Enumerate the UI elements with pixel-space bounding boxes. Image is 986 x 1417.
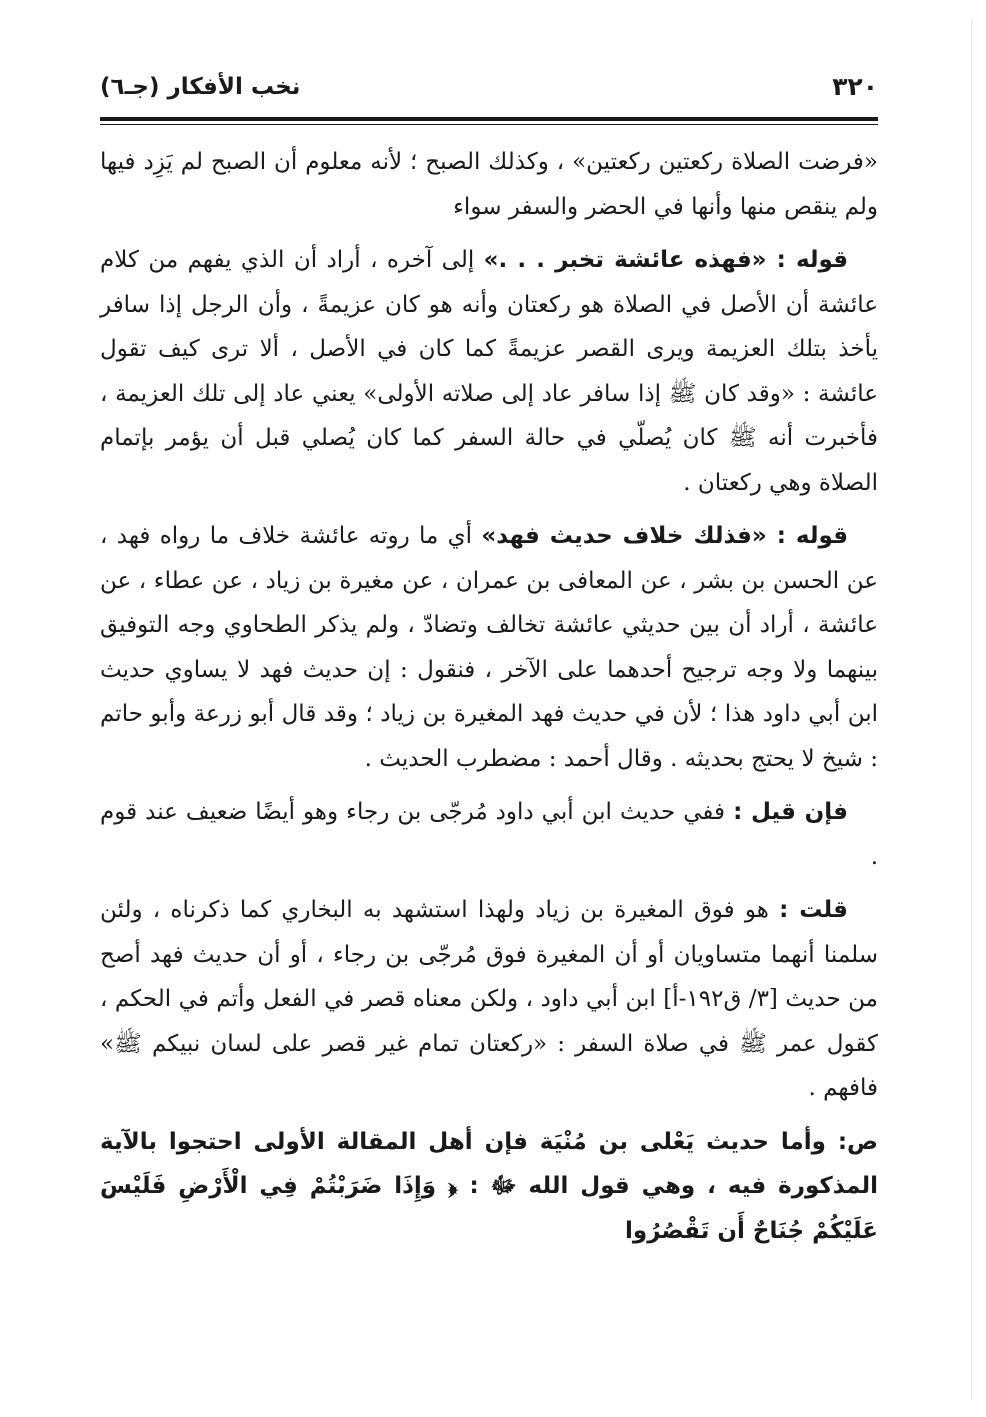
paragraph-3 (100, 514, 878, 781)
paragraph-2-text: إلى آخره ، أراد أن الذي يفهم من كلام عائشة أن الأصل في الصلاة هو ركعتان وأنه هو كان عزيمةً ، وأن الرجل إذا سافر يأخذ بتلك العزيمة ويرى القصر عزيمةً كما كان في الأصل ، ألا ترى كيف تقول عائشة : «وقد كان ﷺ إذا سافر عاد إلى صلاته الأولى» يعني عاد إلى تلك العزيمة ، فأخبرت أنه ﷺ كان يُصلّي في حالة السفر كما كان يُصلي قبل أن يؤمر بإتمام الصلاة وهي ركعتان . (100, 247, 878, 496)
header-rule-thick (100, 117, 878, 121)
paragraph-5 (100, 888, 878, 1111)
page-header (100, 72, 878, 112)
paragraph-3-lead: قوله : «فذلك خلاف حديث فهد» (481, 523, 849, 549)
header-rule-thin (100, 124, 878, 125)
paragraph-5-lead: قلت : (779, 897, 848, 923)
paragraph-2-lead: قوله : «فهذه عائشة تخبر . . .» (483, 247, 849, 273)
page-number: ٣٢٠ (832, 72, 878, 101)
paragraph-5-text: هو فوق المغيرة بن زياد ولهذا استشهد به البخاري كما ذكرناه ، ولئن سلمنا أنهما متساويان أو أن المغيرة فوق مُرجّى بن رجاء ، أو أن حديث فهد أصح من حديث [٣/ ق١٩٢-أ] ابن أبي داود ، ولكن معناه قصر في الفعل وأتم في الحكم ، كقول عمر ﷺ في صلاة السفر : «ركعتان تمام غير قصر على لسان نبيكم ﷺ» فافهم . (100, 897, 878, 1101)
paragraph-1 (100, 140, 878, 229)
paragraph-4-lead: فإن قيل : (733, 799, 848, 825)
paragraph-1-text: «فرضت الصلاة ركعتين ركعتين» ، وكذلك الصبح ؛ لأنه معلوم أن الصبح لم يَزِد فيها ولم ينقص منها وأنها في الحضر والسفر سواء (100, 149, 878, 220)
page-edge (971, 20, 972, 1400)
paragraph-4 (100, 790, 878, 879)
paragraph-6-text: وأما حديث يَعْلى بن مُنْيَة فإن أهل المقالة الأولى احتجوا بالآية المذكورة فيه ، وهي قول الله ﷻ : ﴿ وَإِذَا ضَرَبْتُمْ فِي الْأَرْضِ فَلَيْسَ عَلَيْكُمْ جُنَاحٌ أَن تَقْصُرُوا (100, 1128, 878, 1244)
paragraph-6-lead: ص: (837, 1128, 878, 1155)
running-title: نخب الأفكار (جـ٦) (100, 74, 301, 100)
body-text (100, 140, 878, 1262)
paragraph-4-text: ففي حديث ابن أبي داود مُرجّى بن رجاء وهو أيضًا ضعيف عند قوم . (100, 799, 878, 870)
paragraph-3-text: أي ما روته عائشة خلاف ما رواه فهد ، عن الحسن بن بشر ، عن المعافى بن عمران ، عن مغيرة بن زياد ، عن عطاء ، عن عائشة ، أراد أن بين حديثي عائشة تخالف وتضادّ ، ولم يذكر الطحاوي وجه التوفيق بينهما ولا وجه ترجيح أحدهما على الآخر ، فنقول : إن حديث فهد لا يساوي حديث ابن أبي داود هذا ؛ لأن في حديث فهد المغيرة بن زياد ؛ وقد قال أبو زرعة وأبو حاتم : شيخ لا يحتج بحديثه . وقال أحمد : مضطرب الحديث . (100, 523, 878, 772)
paragraph-6 (100, 1120, 878, 1254)
paragraph-2 (100, 238, 878, 505)
